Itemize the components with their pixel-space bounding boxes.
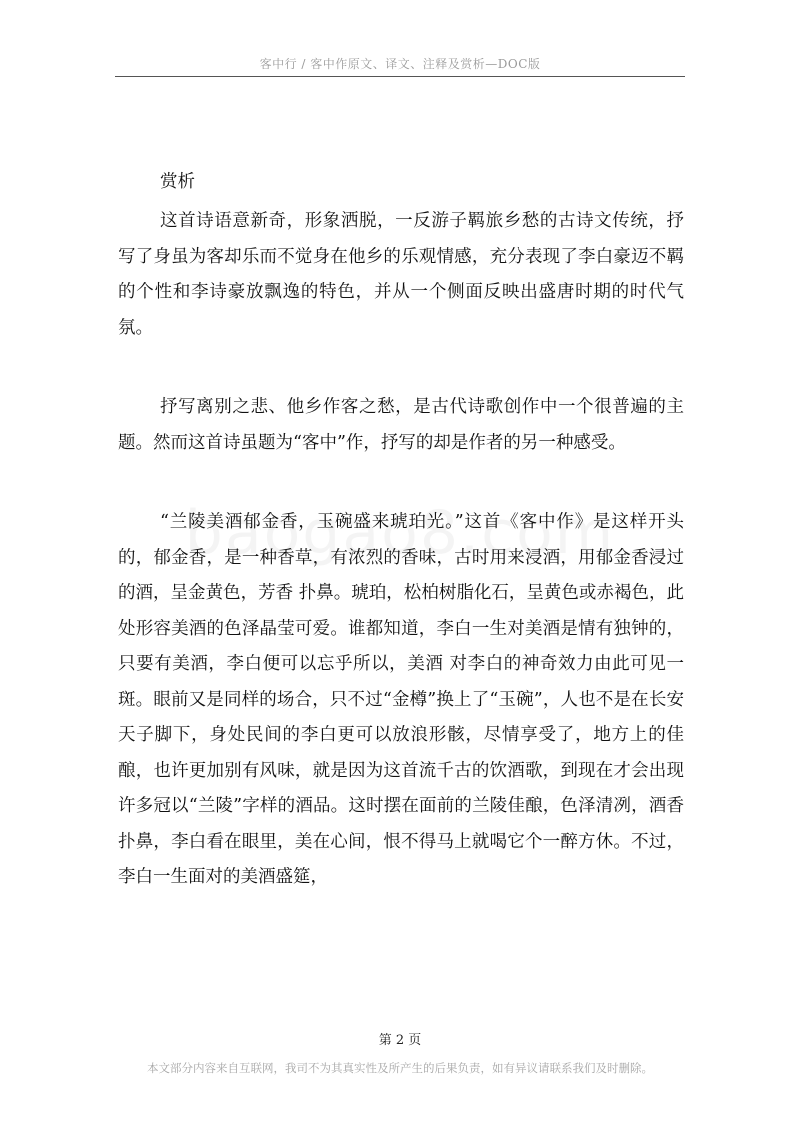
paragraph-3: “兰陵美酒郁金香，玉碗盛来琥珀光。”这首《客中作》是这样开头的，郁金香，是一种香草，有浓烈的香味，古时用来浸酒，用郁金香浸过的酒，呈金黄色，芳香 扑鼻。琥珀，松柏树脂化石，呈黄色或赤褐色，此处形容美酒的色泽晶莹可爱。谁都知道，李白一生对美酒是情有独钟的，只要有美酒，李白便可以忘乎所以，美酒 对李白的神奇效力由此可见一斑。眼前又是同样的场合，只不过“金樽”换上了“玉碗”，人也不是在长安天子脚下，身处民间的李白更可以放浪形骸，尽情享受了，地方上的佳酿，也许更加别有风味，就是因为这首流千古的饮酒歌，到现在才会出现许多冠以“兰陵”字样的酒品。这时摆在面前的兰陵佳酿，色泽清冽，酒香扑鼻，李白看在眼里，美在心间，恨不得马上就喝它个一醉方休。不过，李白一生面对的美酒盛筵，: [118, 512, 684, 887]
document-body: [118, 164, 684, 896]
document-header: 客中行 / 客中作原文、译文、注释及赏析—DOC版: [259, 57, 541, 71]
paragraph-1: 这首诗语意新奇，形象洒脱，一反游子羁旅乡愁的古诗文传统，抒写了身虽为客却乐而不觉身在他乡的乐观情感，充分表现了李白豪迈不羁的个性和李诗豪放飘逸的特色，并从一个侧面反映出盛唐时期的时代气氛。: [118, 211, 684, 338]
header-divider: [115, 76, 685, 77]
section-heading: 赏析: [160, 172, 195, 192]
paragraph-2: 抒写离别之悲、他乡作客之愁，是古代诗歌创作中一个很普遍的主题。然而这首诗虽题为“客中”作，抒写的却是作者的另一种感受。: [118, 397, 684, 453]
document-footer-disclaimer: 本文部分内容来自互联网，我司不为其真实性及所产生的后果负责，如有异议请联系我们及时删除。: [147, 1061, 653, 1075]
page-number: 第 2 页: [378, 1033, 422, 1048]
